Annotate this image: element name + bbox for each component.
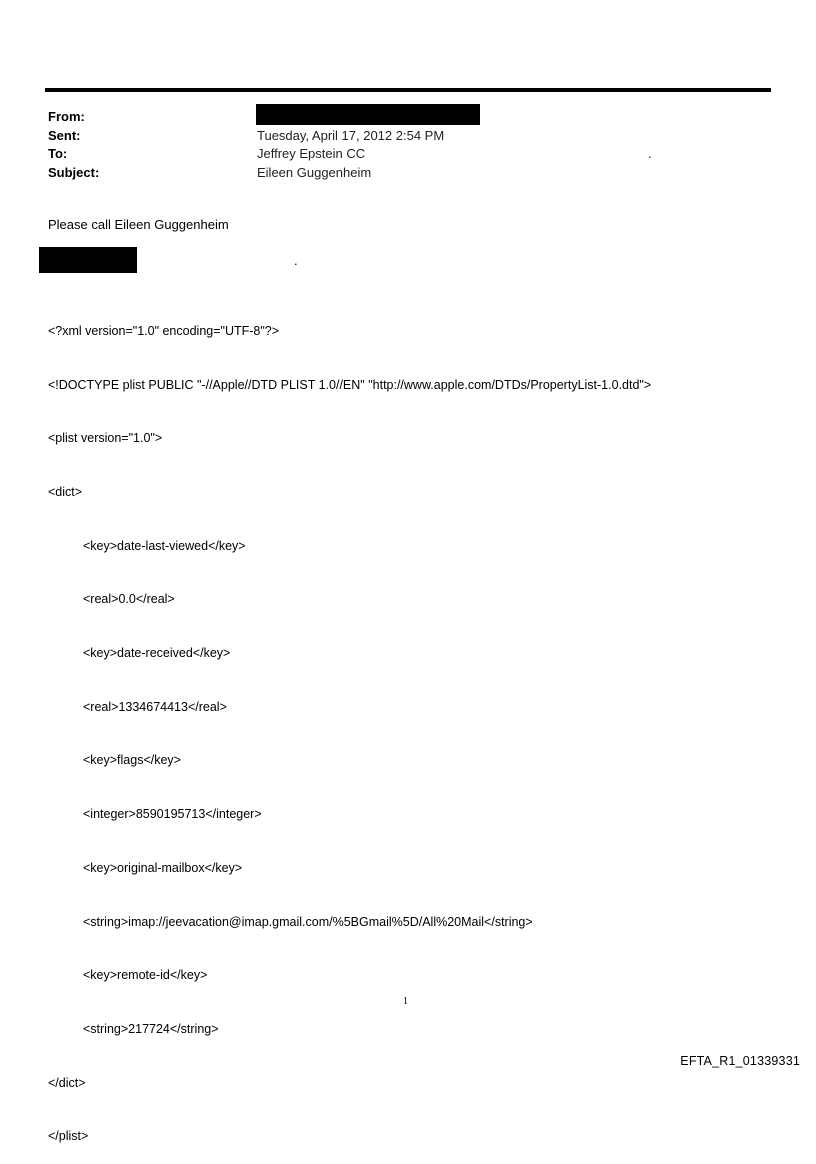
email-header xyxy=(48,108,748,182)
xml-line: <key>date-received</key> xyxy=(83,646,231,661)
xml-line: <real>0.0</real> xyxy=(83,592,175,607)
xml-line: </dict> xyxy=(48,1075,86,1090)
xml-line: <dict> xyxy=(48,484,83,499)
header-divider xyxy=(45,88,771,92)
to-label: To: xyxy=(48,146,68,161)
xml-line: <string>217724</string> xyxy=(83,1021,219,1036)
sent-label: Sent: xyxy=(48,127,81,143)
xml-line: </plist> xyxy=(48,1129,89,1144)
xml-line: <plist version="1.0"> xyxy=(48,431,163,446)
signature-redaction xyxy=(39,247,137,273)
subject-value: Eileen Guggenheim xyxy=(257,164,372,180)
to-row xyxy=(48,145,748,164)
plist-xml-block xyxy=(48,287,651,1164)
document-id: EFTA_R1_01339331 xyxy=(680,1054,800,1068)
xml-line: <key>date-last-viewed</key> xyxy=(83,538,246,553)
signature-trailing-mark: . xyxy=(294,253,298,268)
from-redaction xyxy=(256,104,480,125)
xml-line: <key>original-mailbox</key> xyxy=(83,860,243,875)
to-trailing-mark: . xyxy=(648,146,652,161)
xml-line: <!DOCTYPE plist PUBLIC "-//Apple//DTD PLIST 1.0//EN" "http://www.apple.com/DTDs/PropertyList-1.0.dtd"> xyxy=(48,377,652,392)
from-label: From: xyxy=(48,109,85,124)
message-body: Please call Eileen Guggenheim xyxy=(48,217,229,232)
xml-line: <?xml version="1.0" encoding="UTF-8"?> xyxy=(48,323,280,338)
subject-row xyxy=(48,164,748,183)
xml-line: <key>flags</key> xyxy=(83,753,181,768)
xml-line: <key>remote-id</key> xyxy=(83,968,208,983)
page-number: 1 xyxy=(403,996,408,1007)
xml-line: <string>imap://jeevacation@imap.gmail.com/%5BGmail%5D/All%20Mail</string> xyxy=(83,914,533,929)
xml-line: <integer>8590195713</integer> xyxy=(83,807,262,822)
sent-value: Tuesday, April 17, 2012 2:54 PM xyxy=(257,127,445,143)
from-row xyxy=(48,108,748,127)
xml-line: <real>1334674413</real> xyxy=(83,699,227,714)
to-value: Jeffrey Epstein CC xyxy=(257,146,366,161)
subject-label: Subject: xyxy=(48,164,100,180)
sent-row xyxy=(48,127,748,146)
